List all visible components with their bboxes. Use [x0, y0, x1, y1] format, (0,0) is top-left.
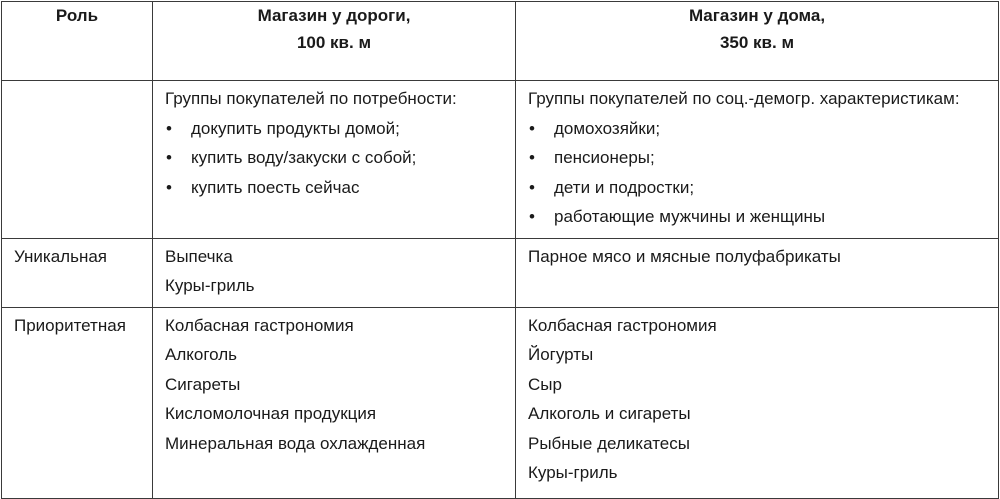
- cell-role-priority: [2, 307, 153, 498]
- list-item: • работающие мужчины и женщины: [528, 202, 998, 232]
- table-row-customer-groups: [2, 81, 999, 239]
- header-home-line-1: Магазин у дома,: [688, 6, 826, 25]
- roadside-groups-intro: Группы покупателей по потребности:: [165, 89, 457, 108]
- cell-role-empty: [2, 81, 153, 239]
- list-item: • пенсионеры;: [528, 143, 998, 173]
- cell-role-empty-text: [2, 81, 152, 90]
- header-role-label: Роль: [55, 6, 99, 25]
- home-groups-intro: Группы покупателей по соц.-демогр. характеристикам:: [528, 89, 960, 108]
- table-row-priority: [2, 307, 999, 498]
- category-roles-table: [1, 1, 999, 499]
- bullet-icon: •: [166, 118, 172, 138]
- cell-roadside-groups: [153, 81, 516, 239]
- bullet-icon: •: [166, 177, 172, 197]
- list-item: Алкоголь и сигареты: [528, 404, 691, 423]
- list-item: Рыбные деликатесы: [528, 433, 690, 453]
- cell-home-groups: [516, 81, 999, 239]
- roadside-groups-list: [165, 114, 515, 203]
- list-item: • купить воду/закуски с собой;: [165, 143, 515, 173]
- list-item: Колбасная гастрономия: [528, 315, 717, 335]
- list-item: Куры-гриль: [165, 276, 255, 295]
- list-item: • домохозяйки;: [528, 114, 998, 144]
- cell-role-unique: [2, 238, 153, 307]
- list-item: Куры-гриль: [528, 463, 618, 482]
- table-row-unique: [2, 238, 999, 307]
- list-item: Йогурты: [528, 345, 594, 364]
- list-item: • докупить продукты домой;: [165, 114, 515, 144]
- list-item: Сигареты: [165, 374, 241, 394]
- list-item: Колбасная гастрономия: [165, 315, 354, 335]
- bullet-icon: •: [166, 148, 172, 167]
- bullet-icon: •: [529, 177, 535, 197]
- list-item: Алкоголь: [165, 345, 238, 364]
- cell-home-priority: [516, 307, 999, 498]
- home-groups-list: [528, 114, 998, 232]
- cell-roadside-priority: [153, 307, 516, 498]
- list-item: • дети и подростки;: [528, 173, 998, 203]
- cell-home-unique: [516, 238, 999, 307]
- list-item: • купить поесть сейчас: [165, 173, 515, 203]
- bullet-icon: •: [529, 118, 535, 138]
- role-unique-label: Уникальная: [14, 246, 108, 266]
- list-item: Минеральная вода охлажденная: [165, 433, 426, 453]
- bullet-icon: •: [529, 148, 535, 167]
- header-roadside-line-1: Магазин у дороги,: [257, 6, 411, 25]
- header-roadside-store: [153, 2, 516, 81]
- role-priority-label: Приоритетная: [14, 315, 126, 335]
- list-item: Выпечка: [165, 246, 233, 266]
- cell-roadside-unique: [153, 238, 516, 307]
- header-roadside-line-2: 100 кв. м: [296, 33, 372, 52]
- bullet-icon: •: [529, 207, 535, 226]
- header-row: [2, 2, 999, 81]
- header-home-line-2: 350 кв. м: [719, 33, 795, 52]
- list-item: Сыр: [528, 374, 562, 394]
- header-home-store: [516, 2, 999, 81]
- list-item: Парное мясо и мясные полуфабрикаты: [528, 246, 841, 266]
- list-item: Кисломолочная продукция: [165, 404, 377, 423]
- header-role: [2, 2, 153, 81]
